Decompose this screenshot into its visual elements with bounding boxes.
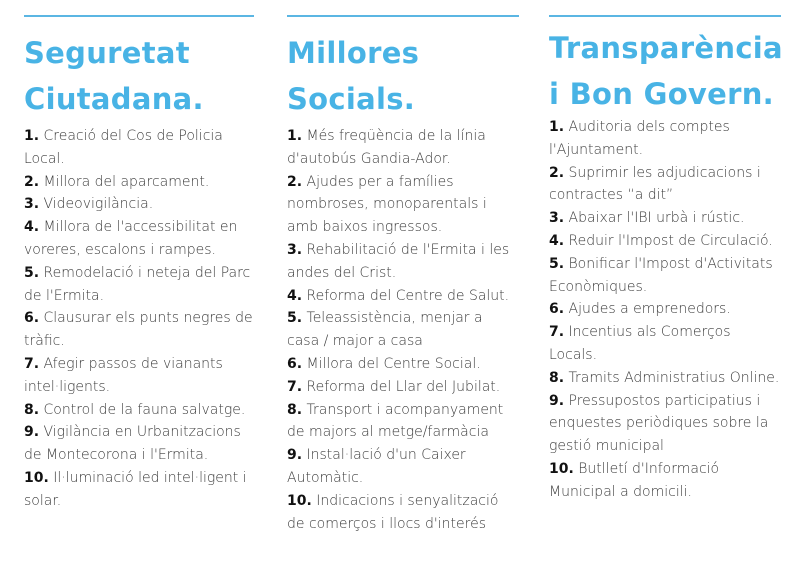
item-text: Videovigilància. <box>43 196 154 213</box>
item-number: 6. <box>287 355 303 372</box>
item-number: 3. <box>287 241 303 258</box>
list-item <box>287 399 519 445</box>
list-item <box>549 116 781 162</box>
item-text: Rehabilitació de l'Ermita i les andes del Crist. <box>287 241 510 281</box>
item-number: 6. <box>549 301 565 318</box>
proposal-list <box>24 125 254 513</box>
item-text: Millora del aparcament. <box>43 173 210 190</box>
item-number: 3. <box>549 210 565 227</box>
list-item <box>24 262 254 308</box>
top-rule <box>24 15 254 17</box>
list-item <box>24 216 254 262</box>
item-number: 5. <box>287 310 303 327</box>
item-number: 10. <box>24 469 49 486</box>
list-item <box>549 230 781 253</box>
item-number: 7. <box>287 378 303 395</box>
item-text: Ajudes per a famílies nombroses, monoparentals i amb baixos ingressos. <box>287 173 487 236</box>
list-item <box>287 285 519 308</box>
list-item <box>24 307 254 353</box>
item-number: 8. <box>287 401 303 418</box>
list-item <box>549 298 781 321</box>
item-text: Instal·lació d'un Caixer Automàtic. <box>287 447 466 486</box>
list-item <box>549 390 781 458</box>
list-item <box>24 353 254 399</box>
list-item <box>549 458 781 504</box>
item-text: Transport i acompanyament de majors al metge/farmàcia <box>287 401 504 441</box>
item-text: Vigilància en Urbanitzacions de Montecorona i l'Ermita. <box>24 424 241 464</box>
item-number: 2. <box>287 173 303 190</box>
item-number: 2. <box>24 173 40 190</box>
item-text: Bonificar l'Impost d'Activitats Econòmiques. <box>549 255 773 295</box>
item-number: 10. <box>287 492 312 509</box>
item-text: Control de la fauna salvatge. <box>43 401 246 418</box>
column-title: Transparència i Bon Govern. <box>549 31 783 111</box>
item-text: Afegir passos de vianants intel·ligents. <box>24 355 223 395</box>
item-text: Més freqüència de la línia d'autobús Gandia-Ador. <box>287 128 486 167</box>
item-number: 6. <box>24 310 40 327</box>
list-item <box>287 171 519 239</box>
list-item <box>549 367 781 390</box>
list-item <box>549 162 781 208</box>
item-text: Indicacions i senyalització de comerços i llocs d'interés <box>287 492 499 532</box>
item-number: 3. <box>24 196 40 213</box>
item-text: Abaixar l'IBI urbà i rústic. <box>568 210 745 227</box>
item-text: Incentius als Comerços Locals. <box>549 324 731 363</box>
proposal-list <box>287 125 519 535</box>
item-text: Remodelació i neteja del Parc de l'Ermita. <box>24 264 251 304</box>
item-number: 5. <box>549 255 565 272</box>
item-number: 1. <box>549 119 565 135</box>
item-text: Reduir l'Impost de Circulació. <box>568 232 773 249</box>
item-number: 8. <box>549 369 565 386</box>
item-number: 8. <box>24 401 40 418</box>
item-text: Il·luminació led intel·ligent i solar. <box>24 469 247 509</box>
item-text: Tramits Administratius Online. <box>568 369 780 386</box>
item-number: 1. <box>24 128 40 144</box>
list-item <box>24 399 254 422</box>
list-item <box>24 125 254 171</box>
list-item <box>24 421 254 467</box>
item-number: 9. <box>549 392 565 409</box>
list-item <box>24 467 254 513</box>
list-item <box>287 490 519 536</box>
item-number: 7. <box>549 324 565 341</box>
item-number: 9. <box>24 424 40 441</box>
list-item <box>287 239 519 285</box>
list-item <box>287 125 519 171</box>
list-item <box>24 171 254 194</box>
list-item <box>287 376 519 399</box>
item-text: Suprimir les adjudicacions i contractes “a dit” <box>549 164 761 204</box>
list-item <box>24 193 254 216</box>
item-number: 5. <box>24 264 40 281</box>
list-item <box>549 321 781 367</box>
item-number: 4. <box>24 219 40 236</box>
list-item <box>287 307 519 353</box>
list-item <box>287 444 519 490</box>
item-text: Millora del Centre Social. <box>306 355 481 372</box>
top-rule <box>549 15 781 17</box>
item-text: Reforma del Llar del Jubilat. <box>306 378 501 395</box>
proposal-list <box>549 116 781 504</box>
item-text: Clausurar els punts negres de tràfic. <box>24 310 253 350</box>
list-item <box>549 253 781 299</box>
item-text: Creació del Cos de Policia Local. <box>24 128 223 167</box>
top-rule <box>287 15 519 17</box>
item-number: 10. <box>549 460 574 477</box>
item-number: 4. <box>549 232 565 249</box>
item-number: 9. <box>287 447 303 464</box>
item-text: Ajudes a emprenedors. <box>568 301 731 318</box>
column-title: Millores Socials. <box>287 36 420 116</box>
item-number: 1. <box>287 128 303 144</box>
item-text: Millora de l'accessibilitat en voreres, escalons i rampes. <box>24 219 238 258</box>
item-text: Teleassistència, menjar a casa / major a casa <box>287 310 483 350</box>
item-text: Reforma del Centre de Salut. <box>306 287 510 304</box>
item-text: Butlletí d'Informació Municipal a domicili. <box>549 460 720 500</box>
list-item <box>549 207 781 230</box>
item-number: 4. <box>287 287 303 304</box>
item-number: 2. <box>549 164 565 181</box>
item-number: 7. <box>24 355 40 372</box>
column-title: Seguretat Ciutadana. <box>24 36 204 116</box>
item-text: Auditoria dels comptes l'Ajuntament. <box>549 119 730 158</box>
item-text: Pressupostos participatius i enquestes periòdiques sobre la gestió municipal <box>549 392 769 455</box>
list-item <box>287 353 519 376</box>
